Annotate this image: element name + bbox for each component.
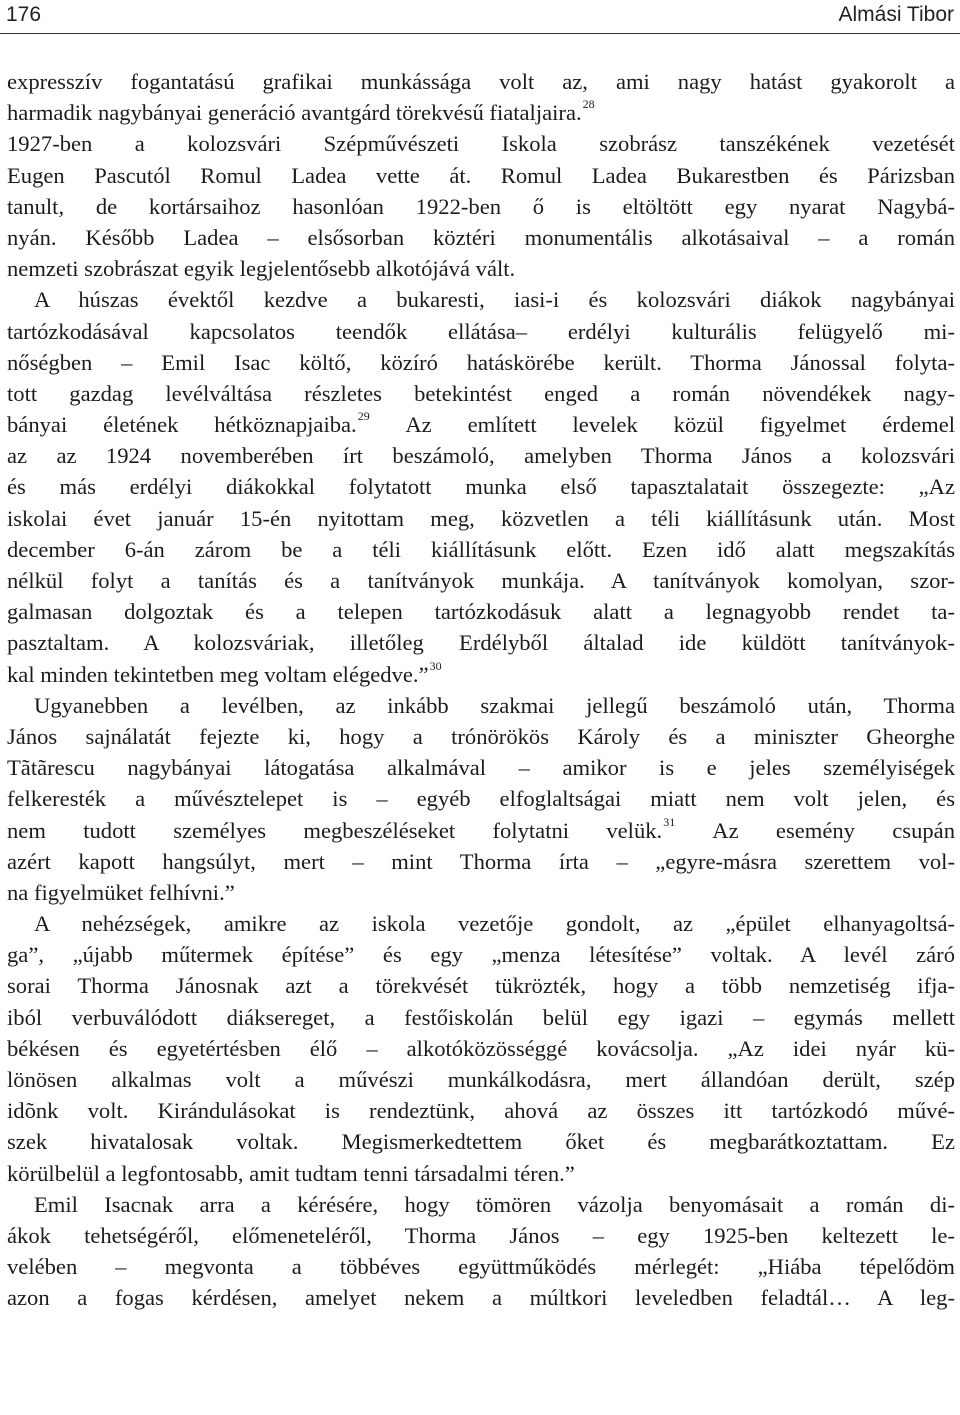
text-line	[7, 440, 955, 471]
line-text: ákok tehetségéről, előmeneteléről, Thorma János – egy 1925-ben keltezett le-	[7, 1222, 955, 1248]
line-text: pasztaltam. A kolozsváriak, illetőleg Erdélyből általad ide küldött tanítványok-	[7, 630, 955, 656]
line-text: azért kapott hangsúlyt, mert – mint Thorma írta – „egyre-másra szerettem vol-	[7, 848, 955, 874]
line-text: velében – megvonta a többéves együttműködés mérlegét: „Hiába tépelődöm	[7, 1254, 955, 1280]
author-running-head: Almási Tibor	[838, 3, 954, 26]
text-line	[7, 284, 955, 315]
text-line	[7, 1002, 955, 1033]
line-text: na figyelmüket felhívni.”	[7, 879, 235, 905]
text-line	[7, 534, 955, 565]
text-line	[7, 1095, 955, 1126]
line-text: ga”, „újabb műtermek építése” és egy „menza létesítése” voltak. A levél záró	[7, 942, 955, 968]
text-line	[7, 721, 955, 752]
line-text: Eugen Pascutól Romul Ladea vette át. Romul Ladea Bukarestben és Párizsban	[7, 162, 955, 188]
text-line	[7, 1126, 955, 1157]
text-line	[7, 409, 955, 440]
text-line	[7, 1282, 955, 1313]
line-text: felkeresték a művésztelepet is – egyéb elfoglaltságai miatt nem volt jelen, és	[7, 786, 955, 812]
text-line	[7, 1251, 955, 1282]
text-line	[7, 659, 955, 690]
footnote-marker: 28	[582, 97, 595, 112]
line-text: az az 1924 novemberében írt beszámoló, amelyben Thorma János a kolozsvári	[7, 443, 955, 469]
line-text: sorai Thorma Jánosnak azt a törekvését tükrözték, hogy a több nemzetiség ifja-	[7, 973, 955, 999]
text-line	[7, 877, 955, 908]
line-text: tott gazdag levélváltása részletes betekintést enged a román növendékek nagy-	[7, 380, 955, 406]
line-text: békésen és egyetértésben élő – alkotóközösséggé kovácsolja. „Az idei nyár kü-	[7, 1035, 955, 1061]
text-line	[7, 503, 955, 534]
line-text: nélkül folyt a tanítás és a tanítványok munkája. A tanítványok komolyan, szor-	[7, 568, 955, 593]
line-text: nemzeti szobrászat egyik legjelentősebb alkotójává vált.	[7, 256, 516, 282]
line-text: expresszív fogantatású grafikai munkássága volt az, ami nagy hatást gyakorolt a	[7, 69, 955, 94]
line-text-continued: Az említett levelek közül figyelmet érdemel	[370, 412, 955, 438]
text-line	[7, 596, 955, 627]
header-rule	[0, 33, 960, 34]
text-line	[7, 128, 955, 159]
text-line	[7, 690, 955, 721]
line-text: tanult, de kortársaihoz hasonlóan 1922-ben ő is eltöltött egy nyarat Nagybá-	[7, 193, 955, 219]
text-line	[7, 316, 955, 347]
footnote-marker: 31	[663, 814, 676, 829]
line-text-continued: Az esemény csupán	[676, 817, 955, 843]
line-text: december 6-án zárom be a téli kiállításunk előtt. Ezen idő alatt megszakítás	[7, 536, 955, 562]
line-text: János sajnálatát fejezte ki, hogy a trónörökös Károly és a miniszter Gheorghe	[7, 723, 955, 749]
text-line	[7, 846, 955, 877]
text-line	[7, 939, 955, 970]
text-line	[7, 191, 955, 222]
text-line	[7, 347, 955, 378]
text-line	[7, 97, 955, 128]
text-line	[7, 1064, 955, 1095]
line-text: A nehézségek, amikre az iskola vezetője gondolt, az „épület elhanyagoltsá-	[34, 911, 955, 937]
text-line	[7, 222, 955, 253]
line-text: Tãtãrescu nagybányai látogatása alkalmával – amikor is e jeles személyiségek	[7, 755, 955, 781]
line-text: kal minden tekintetben meg voltam elégedve.”	[7, 661, 429, 687]
line-text: nem tudott személyes megbeszéléseket folytatni velük.	[7, 817, 663, 843]
line-text: és más erdélyi diákokkal folytatott munka első tapasztalatait összegezte: „Az	[7, 474, 955, 500]
page-number: 176	[6, 3, 42, 26]
line-text: idõnk volt. Kirándulásokat is rendeztünk, ahová az összes itt tartózkodó művé-	[7, 1098, 955, 1124]
line-text: 1927-ben a kolozsvári Szépművészeti Iskola szobrász tanszékének vezetését	[7, 131, 955, 157]
line-text: nőségben – Emil Isac költő, közíró hatáskörébe került. Thorma Jánossal folyta-	[7, 349, 955, 375]
text-line	[7, 908, 955, 939]
line-text: azon a fogas kérdésen, amelyet nekem a múltkori leveledben feladtál… A leg-	[7, 1285, 955, 1311]
footnote-marker: 29	[357, 409, 370, 424]
line-text: A húszas évektől kezdve a bukaresti, iasi-i és kolozsvári diákok nagybányai	[34, 287, 955, 313]
text-line	[7, 253, 955, 284]
line-text: nyán. Később Ladea – elsősorban köztéri monumentális alkotásaival – a román	[7, 224, 955, 250]
text-line	[7, 1158, 955, 1189]
running-header	[0, 0, 960, 33]
line-text: bányai életének hétköznapjaiba.	[7, 412, 357, 438]
text-line	[7, 783, 955, 814]
line-text: iból verbuválódott diáksereget, a festőiskolán belül egy igazi – egymás mellett	[7, 1004, 955, 1030]
footnote-marker: 30	[429, 658, 442, 673]
text-line	[7, 565, 955, 596]
line-text: lönösen alkalmas volt a művészi munkálkodásra, mert állandóan derült, szép	[7, 1067, 955, 1092]
text-line	[7, 627, 955, 658]
line-text: körülbelül a legfontosabb, amit tudtam tenni társadalmi téren.”	[7, 1160, 575, 1186]
text-line	[7, 752, 955, 783]
line-text: Emil Isacnak arra a kérésére, hogy tömören vázolja benyomásait a román di-	[34, 1191, 955, 1217]
line-text: Ugyanebben a levélben, az inkább szakmai jellegű beszámoló után, Thorma	[34, 692, 955, 718]
text-line	[7, 970, 955, 1001]
line-text: harmadik nagybányai generáció avantgárd törekvésű fiataljaira.	[7, 100, 582, 126]
text-line	[7, 815, 955, 846]
text-line	[7, 1033, 955, 1064]
line-text: galmasan dolgoztak és a telepen tartózkodásuk alatt a legnagyobb rendet ta-	[7, 599, 955, 625]
line-text: szek hivatalosak voltak. Megismerkedtettem őket és megbarátkoztattam. Ez	[7, 1129, 955, 1155]
text-line	[7, 378, 955, 409]
text-line	[7, 1220, 955, 1251]
line-text: tartózkodásával kapcsolatos teendők ellátása– erdélyi kulturális felügyelő mi-	[7, 318, 955, 344]
line-text: iskolai évet január 15-én nyitottam meg, közvetlen a téli kiállításunk után. Most	[7, 505, 955, 531]
text-line	[7, 471, 955, 502]
text-line	[7, 1189, 955, 1220]
text-line	[7, 160, 955, 191]
body-text	[7, 66, 955, 1314]
text-line	[7, 66, 955, 97]
